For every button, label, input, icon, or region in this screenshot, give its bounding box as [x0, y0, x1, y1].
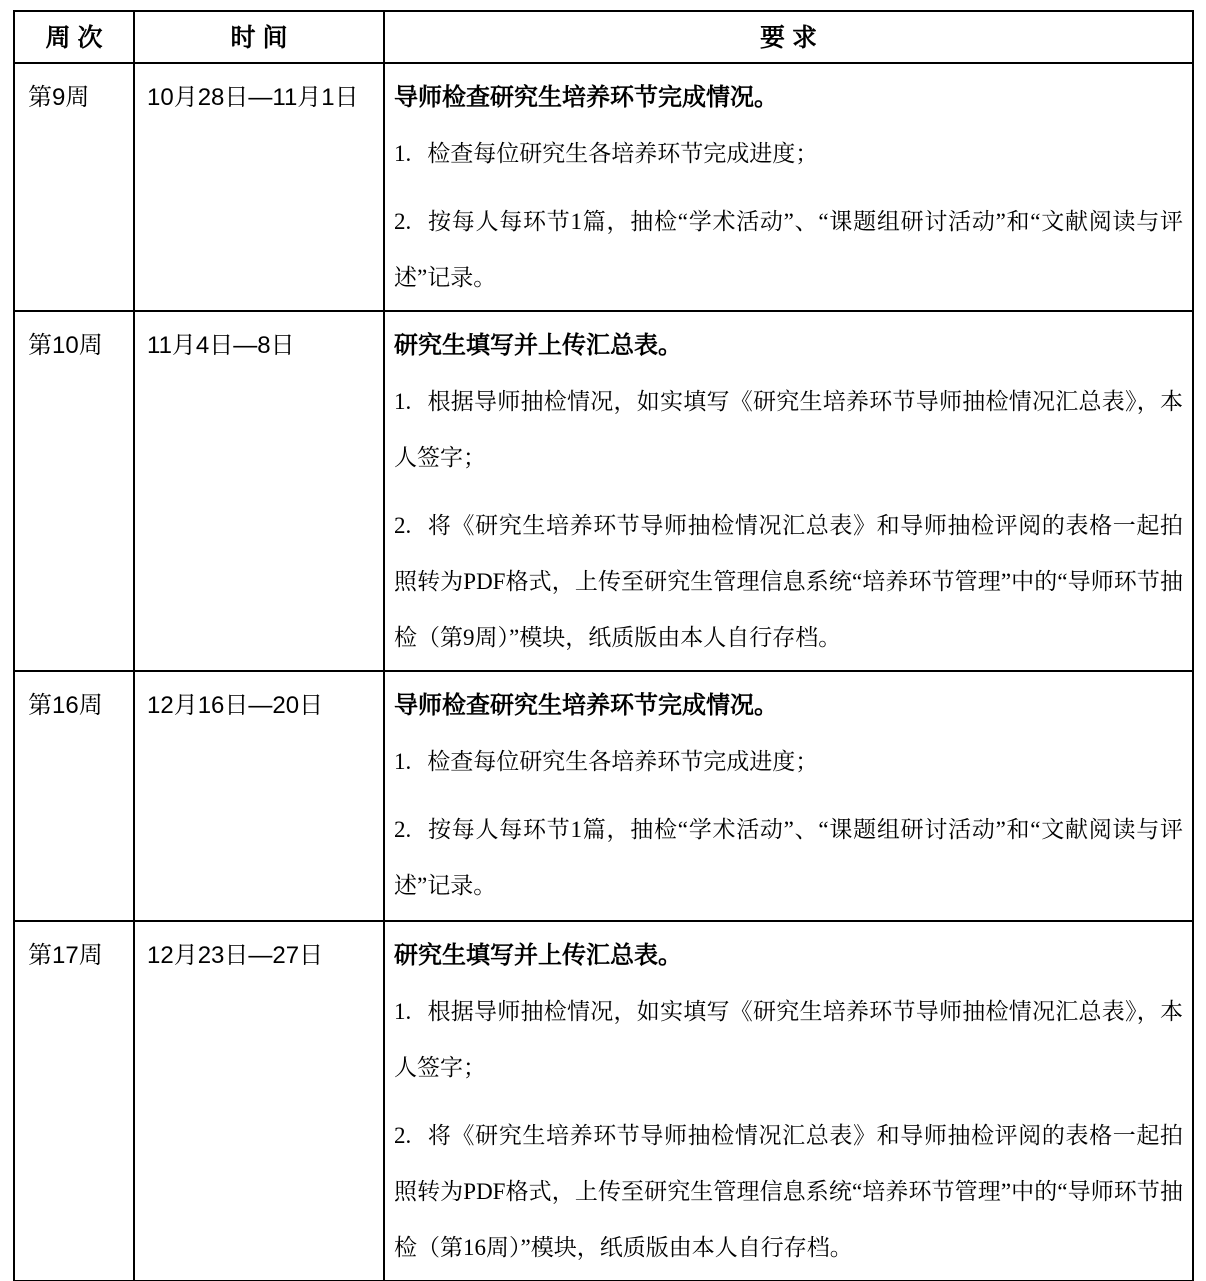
schedule-table — [13, 10, 1194, 1281]
week-cell: 第17周 — [14, 921, 134, 1281]
item-text: 将《研究生培养环节导师抽检情况汇总表》和导师抽检评阅的表格一起拍照转为PDF格式，上传至研究生管理信息系统“培养环节管理”中的“导师环节抽检（第16周）”模块，纸质版由本人自行存档。 — [394, 1123, 1183, 1260]
item-number: 2. — [394, 817, 412, 842]
requirements-cell — [384, 921, 1193, 1281]
table-row — [14, 311, 1193, 671]
time-cell: 11月4日—8日 — [134, 311, 384, 671]
item-number: 1. — [394, 999, 412, 1024]
requirement-item — [394, 984, 1183, 1096]
requirements-cell — [384, 311, 1193, 671]
requirement-item — [394, 734, 1183, 790]
requirements-cell — [384, 671, 1193, 921]
table-header-row — [14, 11, 1193, 63]
time-cell: 10月28日—11月1日 — [134, 63, 384, 311]
table-row — [14, 671, 1193, 921]
item-number: 2. — [394, 1123, 412, 1148]
time-cell: 12月23日—27日 — [134, 921, 384, 1281]
header-time: 时 间 — [134, 11, 384, 63]
requirement-item — [394, 126, 1183, 182]
item-number: 1. — [394, 749, 412, 774]
header-requirements: 要 求 — [384, 11, 1193, 63]
header-week: 周 次 — [14, 11, 134, 63]
time-cell: 12月16日—20日 — [134, 671, 384, 921]
item-number: 1. — [394, 389, 412, 414]
week-cell: 第16周 — [14, 671, 134, 921]
requirement-item — [394, 194, 1183, 306]
week-cell: 第9周 — [14, 63, 134, 311]
requirements-cell — [384, 63, 1193, 311]
item-text: 按每人每环节1篇，抽检“学术活动”、“课题组研讨活动”和“文献阅读与评述”记录。 — [394, 817, 1183, 898]
requirement-heading: 导师检查研究生培养环节完成情况。 — [394, 692, 778, 719]
requirement-heading: 研究生填写并上传汇总表。 — [394, 942, 682, 969]
requirement-item — [394, 498, 1183, 666]
item-number: 1. — [394, 141, 412, 166]
requirement-heading: 导师检查研究生培养环节完成情况。 — [394, 84, 778, 111]
table-row — [14, 63, 1193, 311]
requirement-heading: 研究生填写并上传汇总表。 — [394, 332, 682, 359]
requirement-item — [394, 1108, 1183, 1276]
requirement-item — [394, 374, 1183, 486]
week-cell: 第10周 — [14, 311, 134, 671]
requirement-item — [394, 802, 1183, 914]
table-row — [14, 921, 1193, 1281]
item-text: 根据导师抽检情况，如实填写《研究生培养环节导师抽检情况汇总表》，本人签字； — [394, 999, 1183, 1080]
item-text: 检查每位研究生各培养环节完成进度； — [427, 749, 819, 774]
item-text: 检查每位研究生各培养环节完成进度； — [427, 141, 819, 166]
item-text: 按每人每环节1篇，抽检“学术活动”、“课题组研讨活动”和“文献阅读与评述”记录。 — [394, 209, 1183, 290]
item-number: 2. — [394, 209, 412, 234]
item-number: 2. — [394, 513, 412, 538]
item-text: 将《研究生培养环节导师抽检情况汇总表》和导师抽检评阅的表格一起拍照转为PDF格式，上传至研究生管理信息系统“培养环节管理”中的“导师环节抽检（第9周）”模块，纸质版由本人自行存档。 — [394, 513, 1183, 650]
item-text: 根据导师抽检情况，如实填写《研究生培养环节导师抽检情况汇总表》，本人签字； — [394, 389, 1183, 470]
